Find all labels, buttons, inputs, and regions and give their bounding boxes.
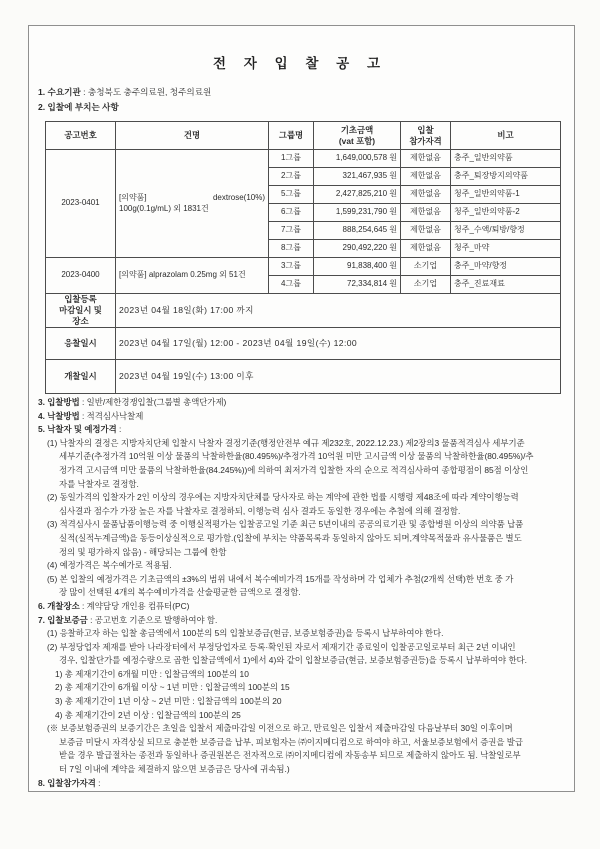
qual-cell: 제한없음 <box>401 240 451 258</box>
schedule-label-line: 입찰등록 <box>64 294 97 304</box>
body-line: 자를 낙찰자로 결정함. <box>59 478 139 489</box>
group-cell: 8그룹 <box>269 240 314 258</box>
item-name: dextrose(10%) <box>212 193 265 203</box>
col-header-group: 그룹명 <box>269 122 314 150</box>
remark-cell: 충주_진료재료 <box>451 276 561 294</box>
intro-value: : 충청북도 충주의료원, 청주의료원 <box>80 87 212 97</box>
table-header-row <box>46 122 561 150</box>
schedule-value: 2023년 04월 19일(수) 13:00 이후 <box>116 359 561 393</box>
remark-cell: 청주_일반의약품-1 <box>451 186 561 204</box>
item-cell <box>116 150 269 258</box>
remark-cell: 청주_수액/퇴방/향정 <box>451 222 561 240</box>
col-header-remark: 비고 <box>451 122 561 150</box>
intro-line-demand-agency <box>38 85 568 100</box>
body-line: 터 7일 이내에 계약을 체결하지 않으면 보증금은 당사에 귀속됨.) <box>59 764 290 775</box>
body-line: (3) 적격심사시 물품납품이행능력 중 이행실적평가는 입찰공고일 기준 최근 5년이내의 공공의료기관 및 종합병원 이상의 의약품 납품 <box>47 519 524 530</box>
body-line: 5. 낙찰자 및 예정가격 : <box>38 424 122 435</box>
schedule-label-line: 장소 <box>72 315 89 326</box>
schedule-value: 2023년 04월 18일(화) 17:00 까지 <box>116 294 561 328</box>
body-line: 6. 개찰장소 : 계약담당 개인용 컴퓨터(PC) <box>38 600 190 611</box>
col-header-amount <box>314 122 401 150</box>
item-line1 <box>119 193 265 203</box>
bid-table <box>45 121 561 394</box>
col-header-notice-no: 공고번호 <box>46 122 116 150</box>
group-cell: 7그룹 <box>269 222 314 240</box>
body-line: 받을 경우 발급절차는 종전과 동일하나 증권원본은 전자적으로 ㈜이지메디컴에 자동송부 되므로 제출하지 않아도 됨. 낙찰일로부 <box>59 750 521 761</box>
body-line: 8. 입찰참가자격 : <box>38 777 101 788</box>
item-category: [의약품] <box>119 193 147 203</box>
remark-cell: 청주_일반의약품-2 <box>451 204 561 222</box>
body-line: 3. 입찰방법 : 일반/제한경쟁입찰(그룹별 총액단가제) <box>38 397 227 407</box>
schedule-label: 응찰일시 <box>46 327 116 359</box>
amount-cell: 290,492,220 원 <box>314 240 401 258</box>
body-line: (※ 보증보험증권의 보증기간은 초일을 입찰서 제출마감일 이전으로 하고, 만료일은 입찰서 제출마감일 다음날부터 30일 이후이며 <box>47 723 513 734</box>
amount-cell: 72,334,814 원 <box>314 276 401 294</box>
col-header-item: 건명 <box>116 122 269 150</box>
body-line: 세부기준(추정가격 10억원 이상 물품의 낙찰하한율(80.495%)/추정가격 10억원 미만 고시금액 이상 물품의 낙찰하한율(80.495%)/추 <box>59 451 534 462</box>
body-text <box>38 396 572 790</box>
schedule-row-registration-deadline <box>46 294 561 328</box>
col-header-qualification <box>401 122 451 150</box>
col-header-amount-line2: (vat 포함) <box>338 135 376 146</box>
schedule-label <box>46 294 116 328</box>
schedule-value: 2023년 04월 17일(월) 12:00 - 2023년 04월 19일(수) 12:00 <box>116 327 561 359</box>
intro-label: 1. 수요기관 <box>38 87 81 97</box>
body-line: 4. 낙찰방법 : 적격심사낙찰제 <box>38 410 144 421</box>
page-title: 전 자 입 찰 공 고 <box>213 56 387 71</box>
body-line: 7. 입찰보증금 : 공고번호 기준으로 발행하여야 함. <box>38 614 218 625</box>
qual-cell: 제한없음 <box>401 168 451 186</box>
amount-cell: 2,427,825,210 원 <box>314 186 401 204</box>
notice-no-cell: 2023-0400 <box>46 258 116 294</box>
qual-cell: 제한없음 <box>401 204 451 222</box>
qual-cell: 소기업 <box>401 276 451 294</box>
body-line: 정가격 고시금액 미만 물품의 낙찰하한율(84.245%))에 의하여 최저가격 입찰한 자의 순으로 적격심사하여 종합평점이 85점 이상인 <box>59 464 529 475</box>
body-line: 장 많이 선택된 4개의 복수예비가격을 산술평균한 금액으로 결정함. <box>59 587 301 598</box>
body-line: (2) 부정당업자 제재를 받아 나라장터에서 부정당업자로 등록·확인된 자로서 제재기간 종료일이 입찰공고일로부터 최근 2년 이내인 <box>47 641 516 652</box>
table-row <box>46 258 561 276</box>
schedule-row-opening-datetime <box>46 359 561 393</box>
schedule-label: 개찰일시 <box>46 359 116 393</box>
amount-cell: 1,599,231,790 원 <box>314 204 401 222</box>
amount-cell: 91,838,400 원 <box>314 258 401 276</box>
body-line: 심사결과 점수가 가장 높은 자를 낙찰자로 결정하되, 이행능력 심사 결과도 동일한 경우에는 추첨에 의해 결정함. <box>59 505 461 516</box>
qual-cell: 소기업 <box>401 258 451 276</box>
body-line: (2) 동일가격의 입찰자가 2인 이상의 경우에는 지방자치단체를 당사자로 하는 계약에 관한 법률 시행령 제48조에 따라 계약이행능력 <box>47 492 519 503</box>
intro-label: 2. 입찰에 부치는 사항 <box>38 101 119 112</box>
body-line: (5) 본 입찰의 예정가격은 기초금액의 ±3%의 범위 내에서 복수예비가격 15개를 작성하며 각 업체가 추첨(2개씩 선택)한 번호 중 가 <box>47 573 514 584</box>
body-line: 3) 총 제재기간이 1년 이상 ~ 2년 미만 : 입찰금액의 100분의 20 <box>55 696 282 707</box>
body-line: 정의 및 평가하지 않음) - 해당되는 그룹에 한함 <box>59 546 227 557</box>
amount-cell: 321,467,935 원 <box>314 168 401 186</box>
schedule-row-bidding-period <box>46 327 561 359</box>
group-cell: 5그룹 <box>269 186 314 204</box>
intro-line-bid-items <box>38 100 568 115</box>
body-line: 경우, 입찰단가를 예정수량으로 곱한 입찰금액에서 1)에서 4)와 같이 입찰보증금(현금, 보증보험증권등)을 등록시 납부하여야 한다. <box>59 655 527 666</box>
group-cell: 1그룹 <box>269 150 314 168</box>
remark-cell: 충주_퇴장방지의약품 <box>451 168 561 186</box>
group-cell: 6그룹 <box>269 204 314 222</box>
col-header-amount-line1: 기초금액 <box>340 124 374 135</box>
body-line: 1) 총 제재기간이 6개월 미만 : 입찰금액의 100분의 10 <box>55 668 249 679</box>
intro-section <box>38 85 568 114</box>
notice-no-cell: 2023-0401 <box>46 150 116 258</box>
item-line2: 100g(0.1g/mL) 외 1831건 <box>119 203 209 213</box>
amount-cell: 888,254,645 원 <box>314 222 401 240</box>
col-header-qual-line1: 입찰 <box>417 124 434 135</box>
group-cell: 4그룹 <box>269 276 314 294</box>
schedule-label-line: 마감일시 및 <box>59 304 102 315</box>
group-cell: 2그룹 <box>269 168 314 186</box>
body-line: (1) 응찰하고자 하는 입찰 총금액에서 100분의 5의 입찰보증금(현금, 보증보험증권)을 등록시 납부하여야 한다. <box>47 628 444 639</box>
body-line: (1) 낙찰자의 결정은 지방자치단체 입찰시 낙찰자 결정기준(행정안전부 예규 제232호, 2022.12.23.) 제2장의3 물품적격심사 세부기준 <box>47 437 525 448</box>
body-line: 보증금 미달시 자격상실 되므로 충분한 보증금을 납부, 피보험자는 ㈜이지메디컴으로 하여야 하고, 서울보증보험에서 증권을 발급 <box>59 736 523 747</box>
body-line: 실적(실적누계금액)을 동등이상실적으로 평가함.(입찰에 부치는 약품목록과 동일하지 않아도 되며,계약목적물과 유사물품은 별도 <box>59 532 522 543</box>
item-cell: [의약품] alprazolam 0.25mg 외 51건 <box>116 258 269 294</box>
amount-cell: 1,649,000,578 원 <box>314 150 401 168</box>
remark-cell: 청주_마약 <box>451 240 561 258</box>
col-header-qual-line2: 참가자격 <box>409 135 442 146</box>
remark-cell: 충주_일반의약품 <box>451 150 561 168</box>
body-line: 4) 총 제재기간이 2년 이상 : 입찰금액의 100분의 25 <box>55 709 241 720</box>
qual-cell: 제한없음 <box>401 186 451 204</box>
remark-cell: 충주_마약/향정 <box>451 258 561 276</box>
table-row <box>46 150 561 168</box>
body-line: 2) 총 제재기간이 6개월 이상 ~ 1년 미만 : 입찰금액의 100분의 15 <box>55 682 290 693</box>
qual-cell: 제한없음 <box>401 150 451 168</box>
body-line: (4) 예정가격은 복수예가로 적용됨. <box>47 560 172 571</box>
group-cell: 3그룹 <box>269 258 314 276</box>
qual-cell: 제한없음 <box>401 222 451 240</box>
